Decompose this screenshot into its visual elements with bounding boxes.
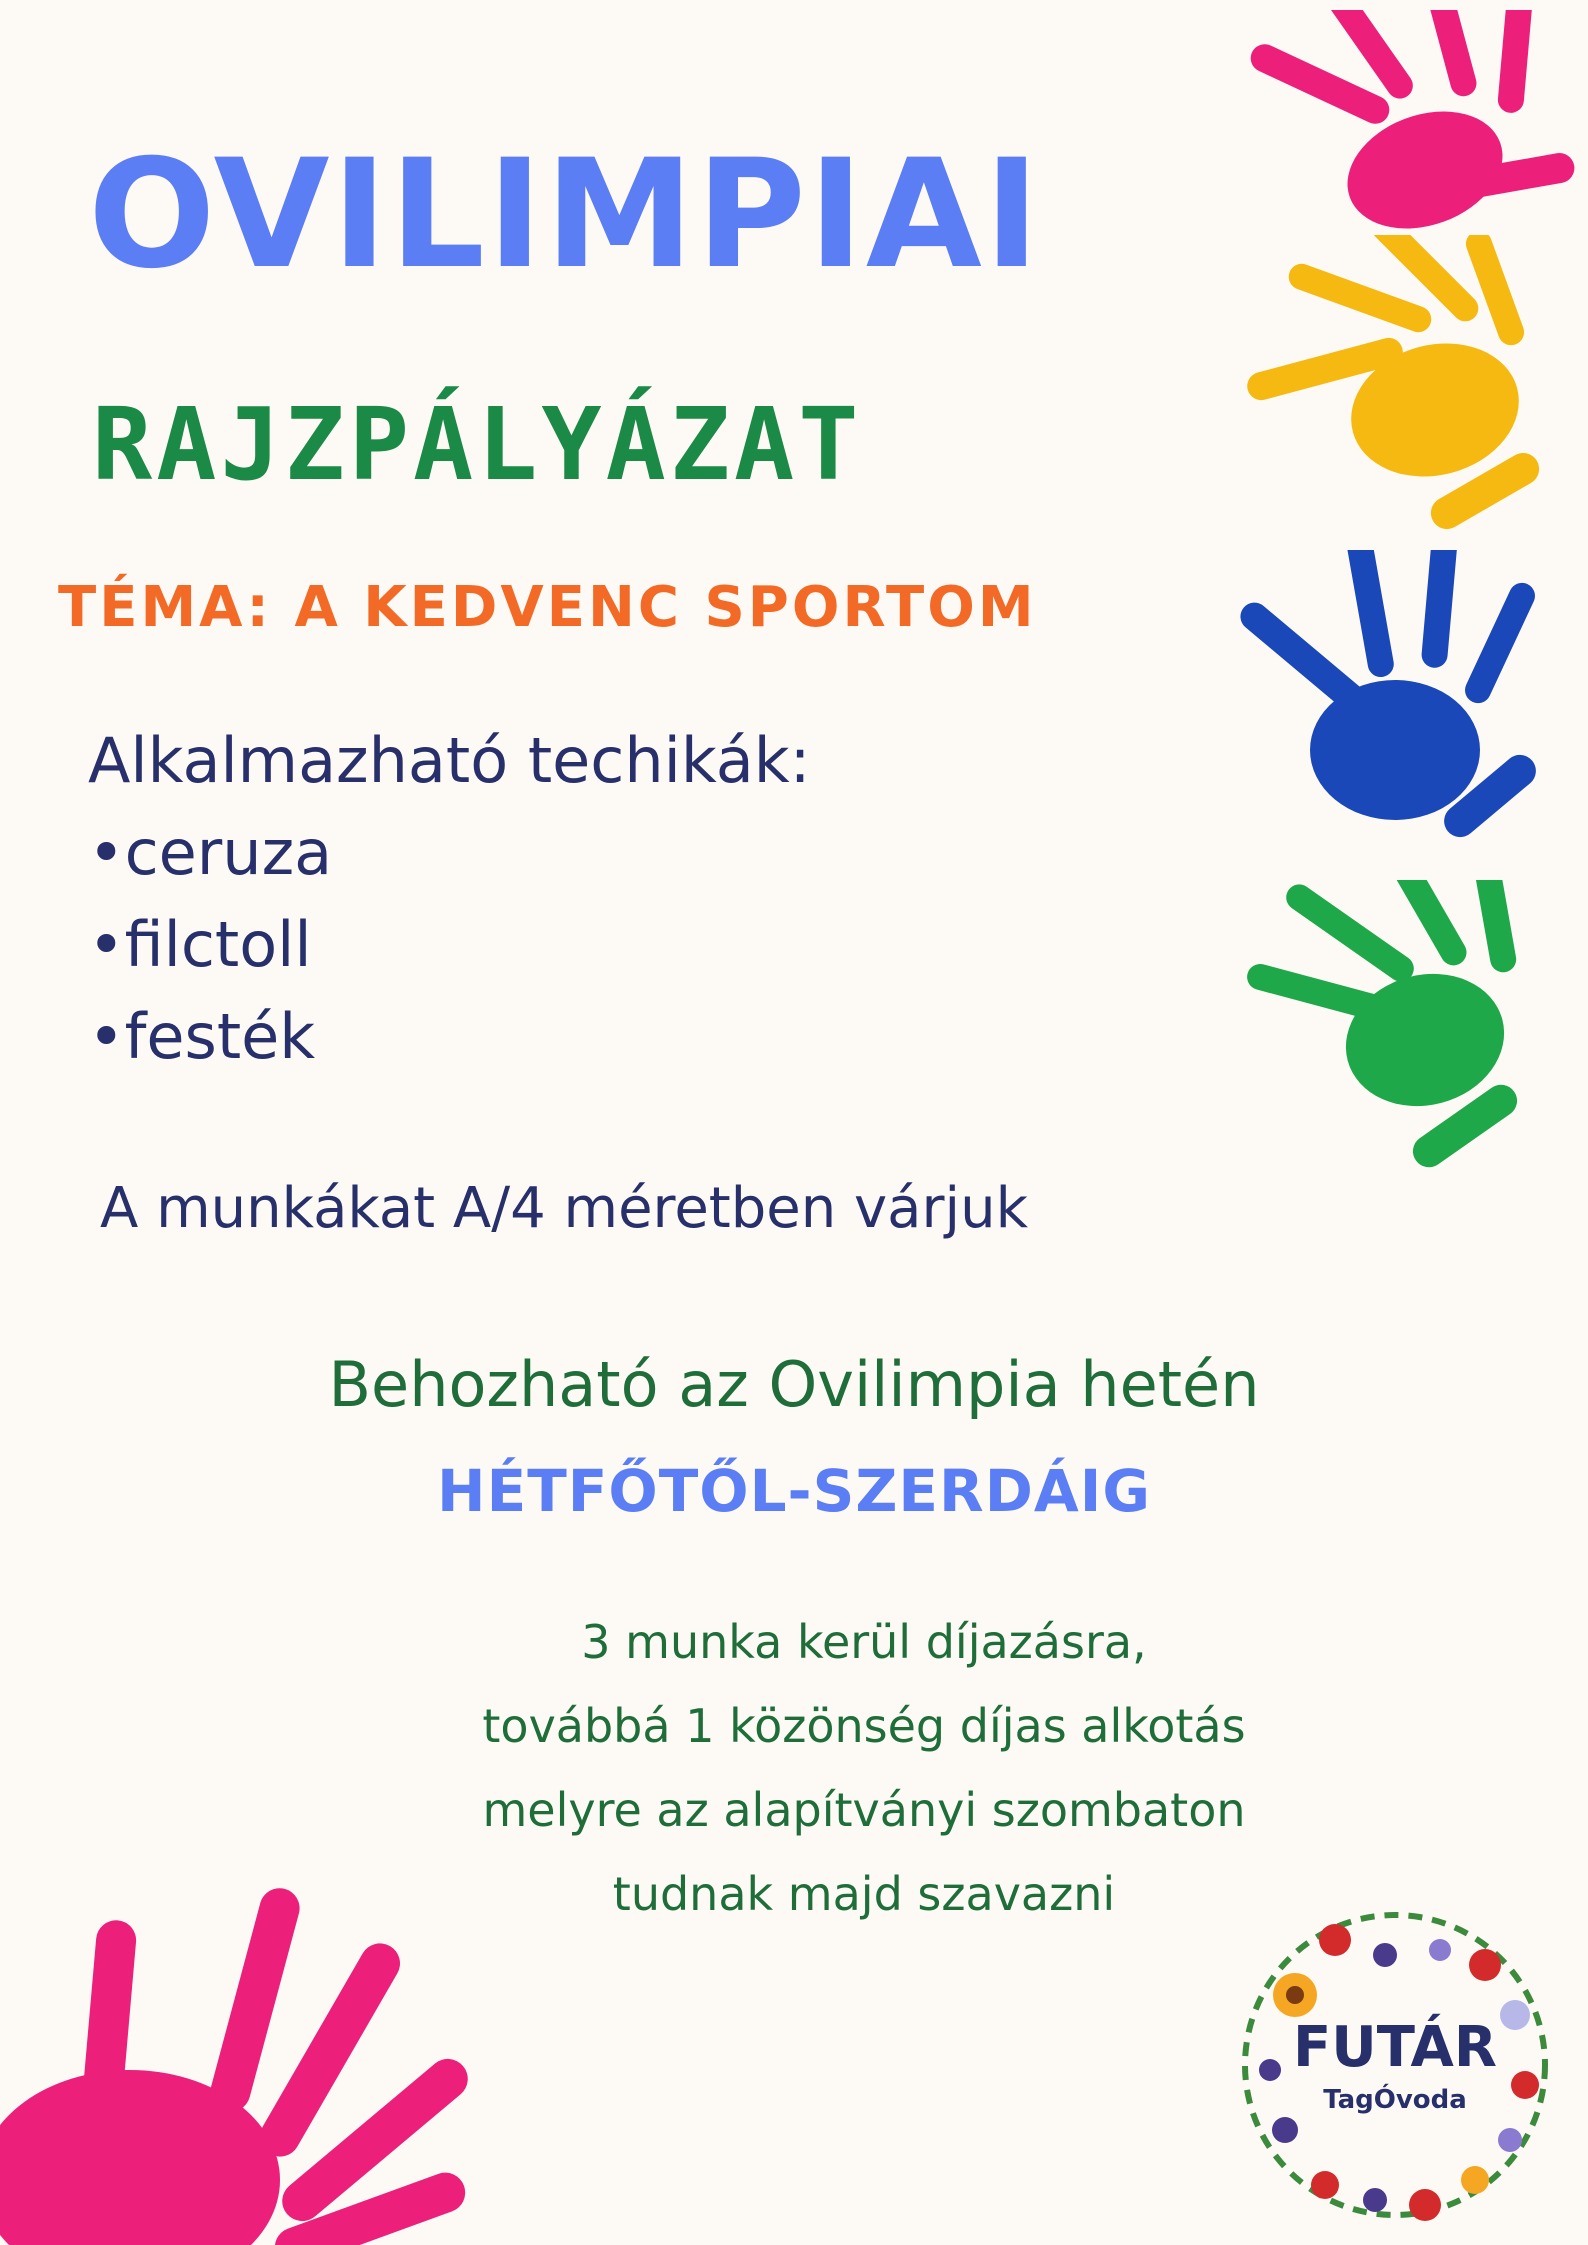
prize-block [300, 1600, 1428, 1936]
technique-item: •ceruza [88, 816, 333, 889]
logo-subtitle: TagÓvoda [1323, 2085, 1467, 2115]
prize-line: 3 munka kerül díjazásra, [581, 1615, 1147, 1669]
prize-line: továbbá 1 közönség díjas alkotás [482, 1699, 1246, 1753]
techniques-block [88, 715, 988, 1083]
futar-logo [1225, 1895, 1565, 2235]
blue-handprint-icon [1215, 550, 1565, 880]
logo-name: FUTÁR [1292, 2015, 1498, 2080]
yellow-handprint-icon [1225, 235, 1575, 545]
technique-item: •festék [88, 1000, 316, 1073]
techniques-heading: Alkalmazható techikák: [88, 724, 811, 797]
title-line1: OVILIMPIAI [88, 128, 1042, 302]
prize-line: melyre az alapítványi szombaton [482, 1783, 1246, 1837]
pink-handprint-icon [1215, 10, 1575, 260]
theme-heading: TÉMA: A KEDVENC SPORTOM [58, 575, 1037, 640]
technique-item: •filctoll [88, 908, 312, 981]
green-handprint-icon [1235, 880, 1565, 1180]
prize-line: tudnak majd szavazni [612, 1867, 1116, 1921]
days-highlight: HÉTFŐTŐL-SZERDÁIG [437, 1457, 1151, 1525]
size-note: A munkákat A/4 méretben várjuk [100, 1176, 1028, 1241]
title-line2: RAJZPÁLYÁZAT [92, 386, 863, 503]
bring-in-note: Behozható az Ovilimpia hetén [328, 1348, 1260, 1421]
